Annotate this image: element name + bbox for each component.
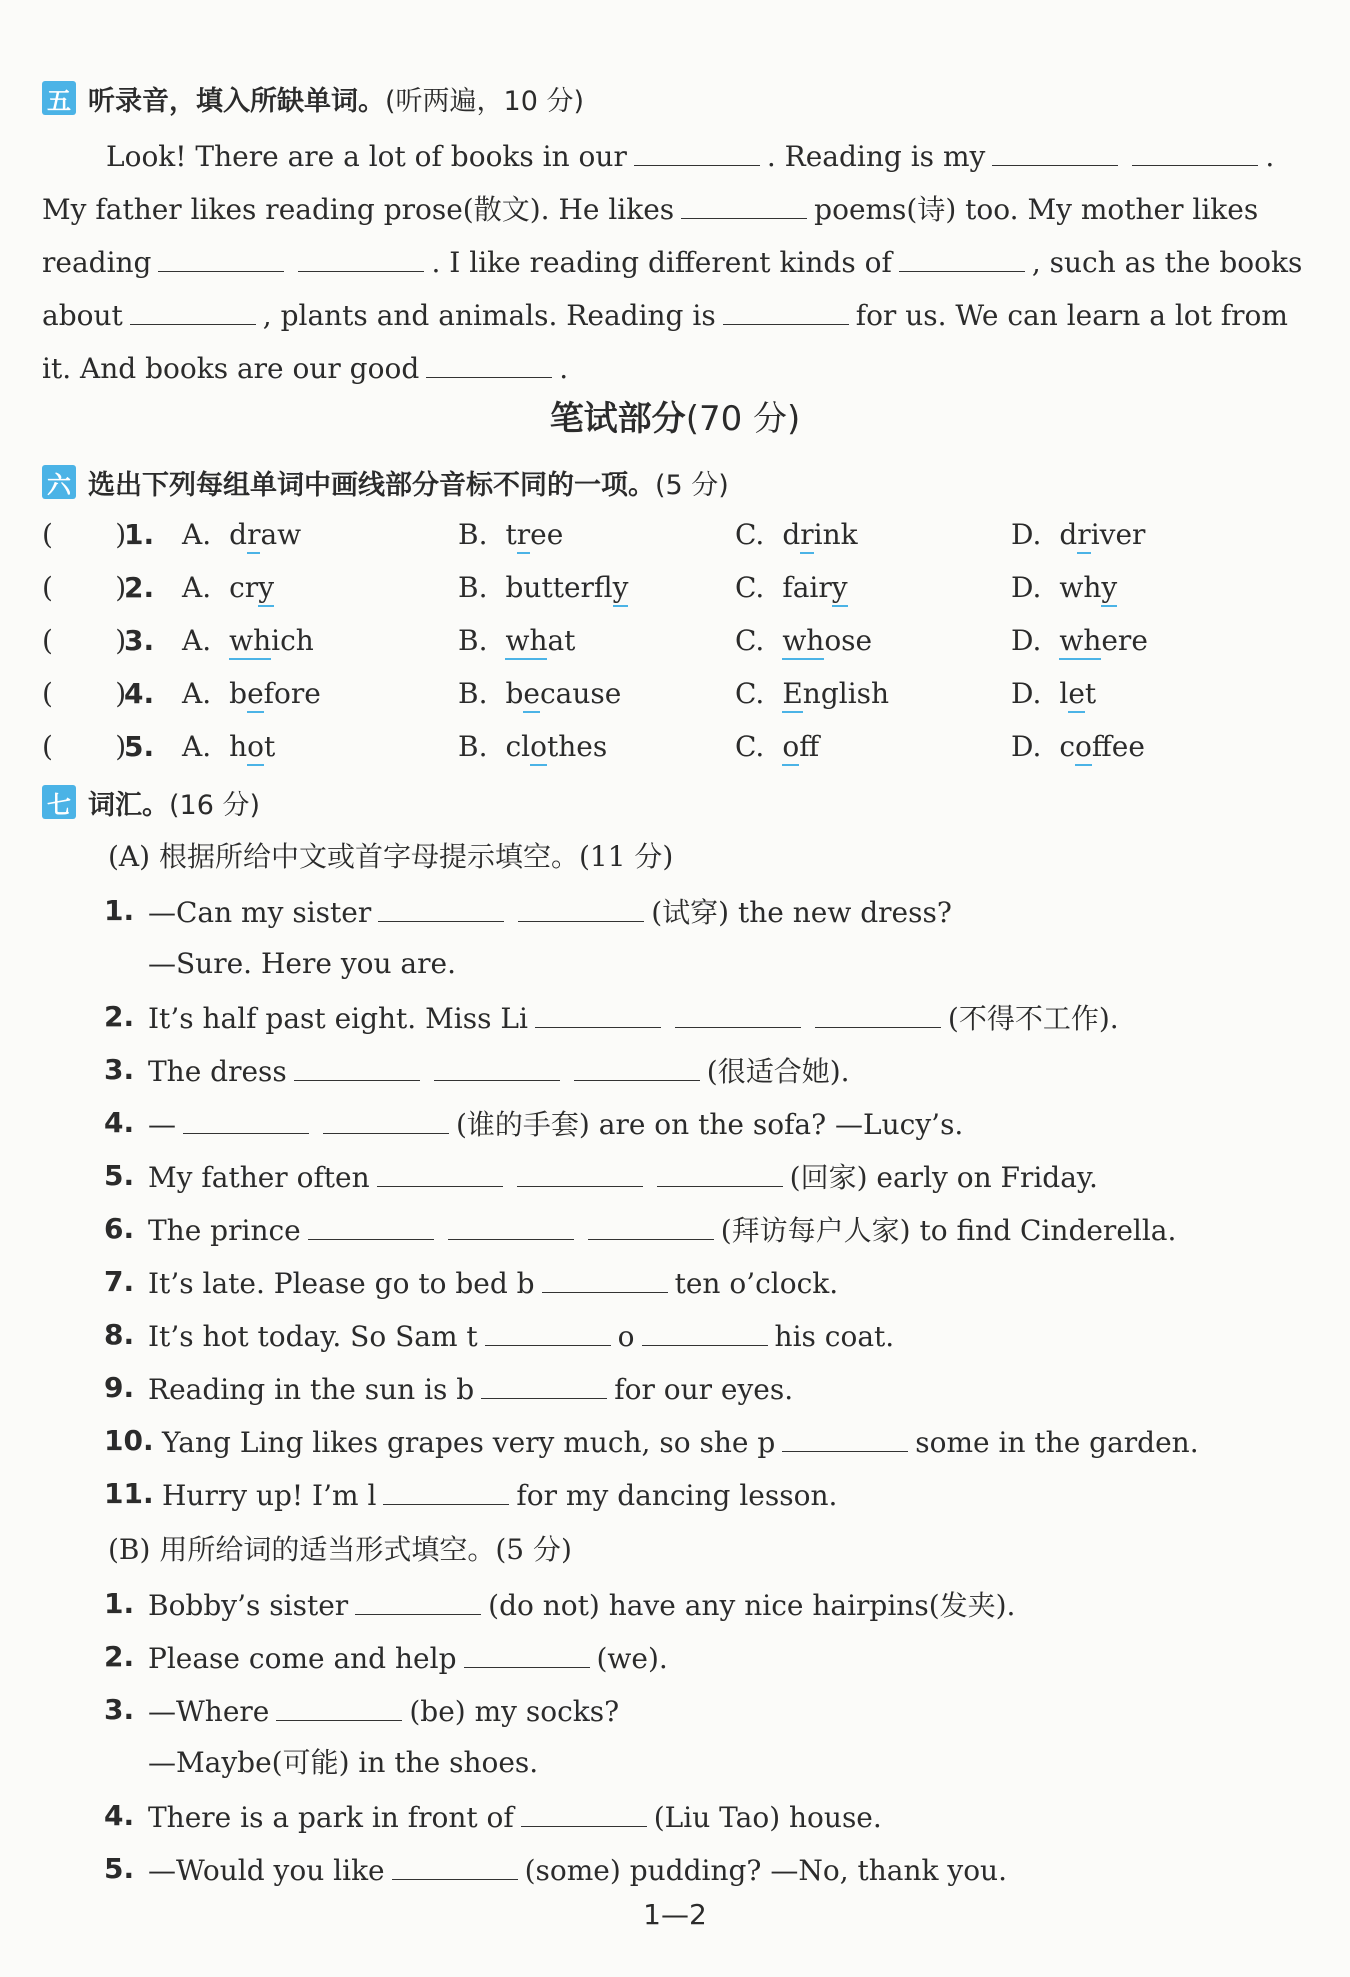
option-letter: B. [458,624,488,657]
answer-blank[interactable] [392,1849,518,1880]
section-5-title: 听录音，填入所缺单词。 [88,85,385,117]
answer-blank[interactable] [517,1156,643,1187]
question-text: Bobby’s sister [148,1589,349,1622]
underlined-part: wh [1059,624,1101,660]
question-line [148,997,1119,1037]
question-text: (we). [596,1642,668,1675]
underlined-part: r [517,518,530,554]
underlined-part: e [1068,677,1085,713]
underlined-part: y [1101,571,1117,607]
passage-text: for us. We can learn a lot from [855,299,1288,332]
question-text: There is a park in front of [148,1801,514,1834]
passage-text: about [42,299,123,332]
passage-text: Look! There are a lot of books in our [106,140,627,173]
question-text: (be) my socks? [409,1695,620,1728]
option-word: let [1059,677,1096,713]
question-number: 3. [104,1053,135,1086]
question-text: Please come and help [148,1642,457,1675]
question-line [148,1262,838,1302]
passage-text: reading [42,246,152,279]
question-line [148,944,456,984]
option-letter: A. [182,518,212,551]
option[interactable] [735,621,872,661]
answer-blank[interactable] [130,294,256,325]
option[interactable] [458,674,621,714]
answer-blank[interactable] [535,997,661,1028]
option-letter: B. [458,571,488,604]
option[interactable] [1011,621,1148,661]
answer-blank[interactable] [992,135,1118,166]
option[interactable] [182,621,314,661]
underlined-part: o [247,730,264,766]
question-line [148,1796,882,1836]
option-word: cry [229,571,274,607]
option-letter: D. [1011,677,1042,710]
underlined-part: e [523,677,540,713]
section-6-badge: 六 [42,465,76,499]
answer-blank[interactable] [521,1796,647,1827]
question-number: 3. [104,1693,135,1726]
passage-text: poems(诗) too. My mother likes [814,193,1259,226]
section-6-score: (5 分) [655,469,729,501]
option-letter: C. [735,624,765,657]
answer-bracket[interactable]: ( ) [42,571,127,604]
passage-text: , plants and animals. Reading is [262,299,716,332]
underlined-part: wh [229,624,271,660]
question-text: —Where [148,1695,270,1728]
option-word: clothes [505,730,607,766]
question-text: for my dancing lesson. [516,1479,838,1512]
option[interactable] [735,568,848,608]
question-text: ten o’clock. [674,1267,839,1300]
passage-text: . Reading is my [766,140,986,173]
question-number: 3. [124,624,155,657]
passage-text: , such as the books [1031,246,1303,279]
option[interactable] [1011,727,1145,767]
question-number: 5. [104,1852,135,1885]
question-text: (拜访每户人家) to find Cinderella. [720,1214,1177,1247]
option-word: which [229,624,314,660]
option-word: before [229,677,321,713]
answer-blank[interactable] [815,997,941,1028]
question-text: The dress [148,1055,287,1088]
question-line [162,1474,837,1514]
question-text: his coat. [774,1320,895,1353]
option[interactable] [735,515,858,555]
part-a-heading: (A) 根据所给中文或首字母提示填空。(11 分) [108,840,674,873]
passage-line [42,294,1288,336]
section-7-title: 词汇。 [88,789,169,821]
option-letter: B. [458,518,488,551]
question-line [148,1103,963,1143]
question-number: 9. [104,1371,135,1404]
question-line [148,1690,619,1730]
answer-blank[interactable] [899,241,1025,272]
passage-text: it. And books are our good [42,352,420,385]
question-line [148,891,952,931]
option[interactable] [1011,568,1117,608]
question-text: Hurry up! I’m l [162,1479,377,1512]
question-number: 5. [124,730,155,763]
written-part-title [0,396,1350,442]
passage-line [42,241,1302,283]
question-number: 2. [104,1000,135,1033]
option-letter: A. [182,730,212,763]
question-text: It’s late. Please go to bed b [148,1267,535,1300]
question-number: 5. [104,1159,135,1192]
option[interactable] [182,727,275,767]
option-letter: B. [458,677,488,710]
question-text: —Sure. Here you are. [148,947,456,980]
underlined-part: r [1077,518,1090,554]
answer-blank[interactable] [481,1368,607,1399]
question-line [148,1209,1176,1249]
option[interactable] [458,727,607,767]
question-text: Yang Ling likes grapes very much, so she p [162,1426,776,1459]
option-word: tree [505,518,563,554]
section-5-score: (听两遍，10 分) [385,85,585,117]
underlined-part: o [1075,730,1092,766]
question-line [148,1315,894,1355]
section-7-heading [42,782,260,822]
passage-text: . [559,352,569,385]
answer-blank[interactable] [298,241,424,272]
passage-text: . I like reading different kinds of [431,246,892,279]
answer-blank[interactable] [378,891,504,922]
part-b-heading: (B) 用所给词的适当形式填空。(5 分) [108,1533,572,1566]
answer-blank[interactable] [355,1584,481,1615]
option-word: drink [782,518,857,554]
question-line [148,1156,1098,1196]
underlined-part: y [613,571,629,607]
question-number: 1. [104,894,135,927]
answer-blank[interactable] [448,1209,574,1240]
question-text: (试穿) the new dress? [651,896,952,929]
option-word: fairy [782,571,847,607]
question-text: —Would you like [148,1854,385,1887]
option-letter: D. [1011,518,1042,551]
answer-blank[interactable] [1132,135,1258,166]
question-number: 2. [104,1640,135,1673]
section-5-badge: 五 [42,81,76,115]
page-number: 1—2 [643,1898,707,1931]
question-text: (不得不工作). [947,1002,1119,1035]
option-letter: A. [182,624,212,657]
question-number: 4. [104,1799,135,1832]
answer-blank[interactable] [158,241,284,272]
underlined-part: r [800,518,813,554]
option-word: because [505,677,621,713]
answer-bracket[interactable]: ( ) [42,518,127,551]
underlined-part: wh [782,624,824,660]
question-text: (谁的手套) are on the sofa? —Lucy’s. [456,1108,964,1141]
answer-blank[interactable] [383,1474,509,1505]
option[interactable] [458,568,628,608]
question-number: 4. [124,677,155,710]
option-word: why [1059,571,1117,607]
option-word: butterfly [505,571,628,607]
answer-blank[interactable] [276,1690,402,1721]
underlined-part: o [530,730,547,766]
underlined-part: wh [505,624,547,660]
question-line [148,1743,538,1783]
answer-blank[interactable] [723,294,849,325]
question-text: some in the garden. [915,1426,1199,1459]
section-7-score: (16 分) [169,789,261,821]
question-text: —Maybe(可能) in the shoes. [148,1746,539,1779]
section-5-heading [42,78,584,118]
underlined-part: y [832,571,848,607]
question-number: 8. [104,1318,135,1351]
answer-bracket[interactable]: ( ) [42,730,127,763]
answer-blank[interactable] [518,891,644,922]
question-line [148,1637,668,1677]
question-text: It’s half past eight. Miss Li [148,1002,528,1035]
underlined-part: r [247,518,260,554]
option[interactable] [735,727,819,767]
answer-blank[interactable] [294,1050,420,1081]
question-line [148,1368,793,1408]
option-letter: C. [735,730,765,763]
answer-blank[interactable] [464,1637,590,1668]
question-line [148,1584,1015,1624]
option-letter: C. [735,518,765,551]
option[interactable] [182,674,321,714]
option[interactable] [182,515,301,555]
answer-blank[interactable] [782,1421,908,1452]
question-text: (do not) have any nice hairpins(发夹). [488,1589,1016,1622]
option-letter: A. [182,571,212,604]
answer-blank[interactable] [323,1103,449,1134]
question-text: (some) pudding? —No, thank you. [524,1854,1007,1887]
section-6-title: 选出下列每组单词中画线部分音标不同的一项。 [88,469,655,501]
question-number: 7. [104,1265,135,1298]
answer-bracket[interactable]: ( ) [42,624,127,657]
answer-blank[interactable] [588,1209,714,1240]
option[interactable] [1011,515,1145,555]
question-line [148,1849,1007,1889]
option-word: hot [229,730,275,766]
option-word: driver [1059,518,1145,554]
question-text: It’s hot today. So Sam t [148,1320,478,1353]
option[interactable] [735,674,889,714]
option-letter: A. [182,677,212,710]
question-text: (很适合她). [706,1055,850,1088]
answer-blank[interactable] [642,1315,768,1346]
passage-text: . [1265,140,1275,173]
underlined-part: e [247,677,264,713]
passage-line [42,188,1258,230]
underlined-part: E [782,677,802,713]
underlined-part: o [782,730,799,766]
question-text: —Can my sister [148,896,372,929]
option-word: where [1059,624,1148,660]
answer-blank[interactable] [681,188,807,219]
answer-blank[interactable] [542,1262,668,1293]
option-word: English [782,677,889,713]
question-text: Reading in the sun is b [148,1373,475,1406]
question-number: 1. [124,518,155,551]
question-text: My father often [148,1161,370,1194]
written-title-text: 笔试部分 [549,399,686,439]
answer-blank[interactable] [434,1050,560,1081]
option-word: what [505,624,575,660]
option-letter: D. [1011,571,1042,604]
option-letter: D. [1011,730,1042,763]
option[interactable] [182,568,274,608]
option-word: whose [782,624,872,660]
question-number: 2. [124,571,155,604]
answer-blank[interactable] [634,135,760,166]
answer-blank[interactable] [377,1156,503,1187]
answer-blank[interactable] [675,997,801,1028]
passage-text: My father likes reading prose(散文). He likes [42,193,675,226]
passage-line [42,347,568,389]
question-text: — [148,1108,176,1141]
question-line [148,1050,850,1090]
option[interactable] [1011,674,1096,714]
answer-blank[interactable] [308,1209,434,1240]
question-text: The prince [148,1214,301,1247]
question-text: o [617,1320,635,1353]
answer-blank[interactable] [183,1103,309,1134]
option-word: coffee [1059,730,1145,766]
question-number: 10. [104,1424,154,1457]
question-number: 1. [104,1587,135,1620]
question-number: 6. [104,1212,135,1245]
question-text: (Liu Tao) house. [653,1801,882,1834]
option[interactable] [458,515,563,555]
option-letter: B. [458,730,488,763]
answer-blank[interactable] [426,347,552,378]
question-line [162,1421,1199,1461]
section-6-heading [42,462,729,502]
question-text: for our eyes. [614,1373,794,1406]
option-letter: D. [1011,624,1042,657]
option-letter: C. [735,571,765,604]
answer-blank[interactable] [657,1156,783,1187]
answer-blank[interactable] [574,1050,700,1081]
section-7-badge: 七 [42,785,76,819]
option-word: off [782,730,819,766]
question-text: (回家) early on Friday. [789,1161,1098,1194]
option-word: draw [229,518,301,554]
underlined-part: y [258,571,274,607]
answer-blank[interactable] [485,1315,611,1346]
option-letter: C. [735,677,765,710]
question-number: 4. [104,1106,135,1139]
question-number: 11. [104,1477,154,1510]
written-title-score: (70 分) [685,399,801,439]
option[interactable] [458,621,575,661]
answer-bracket[interactable]: ( ) [42,677,127,710]
passage-line [106,135,1274,177]
